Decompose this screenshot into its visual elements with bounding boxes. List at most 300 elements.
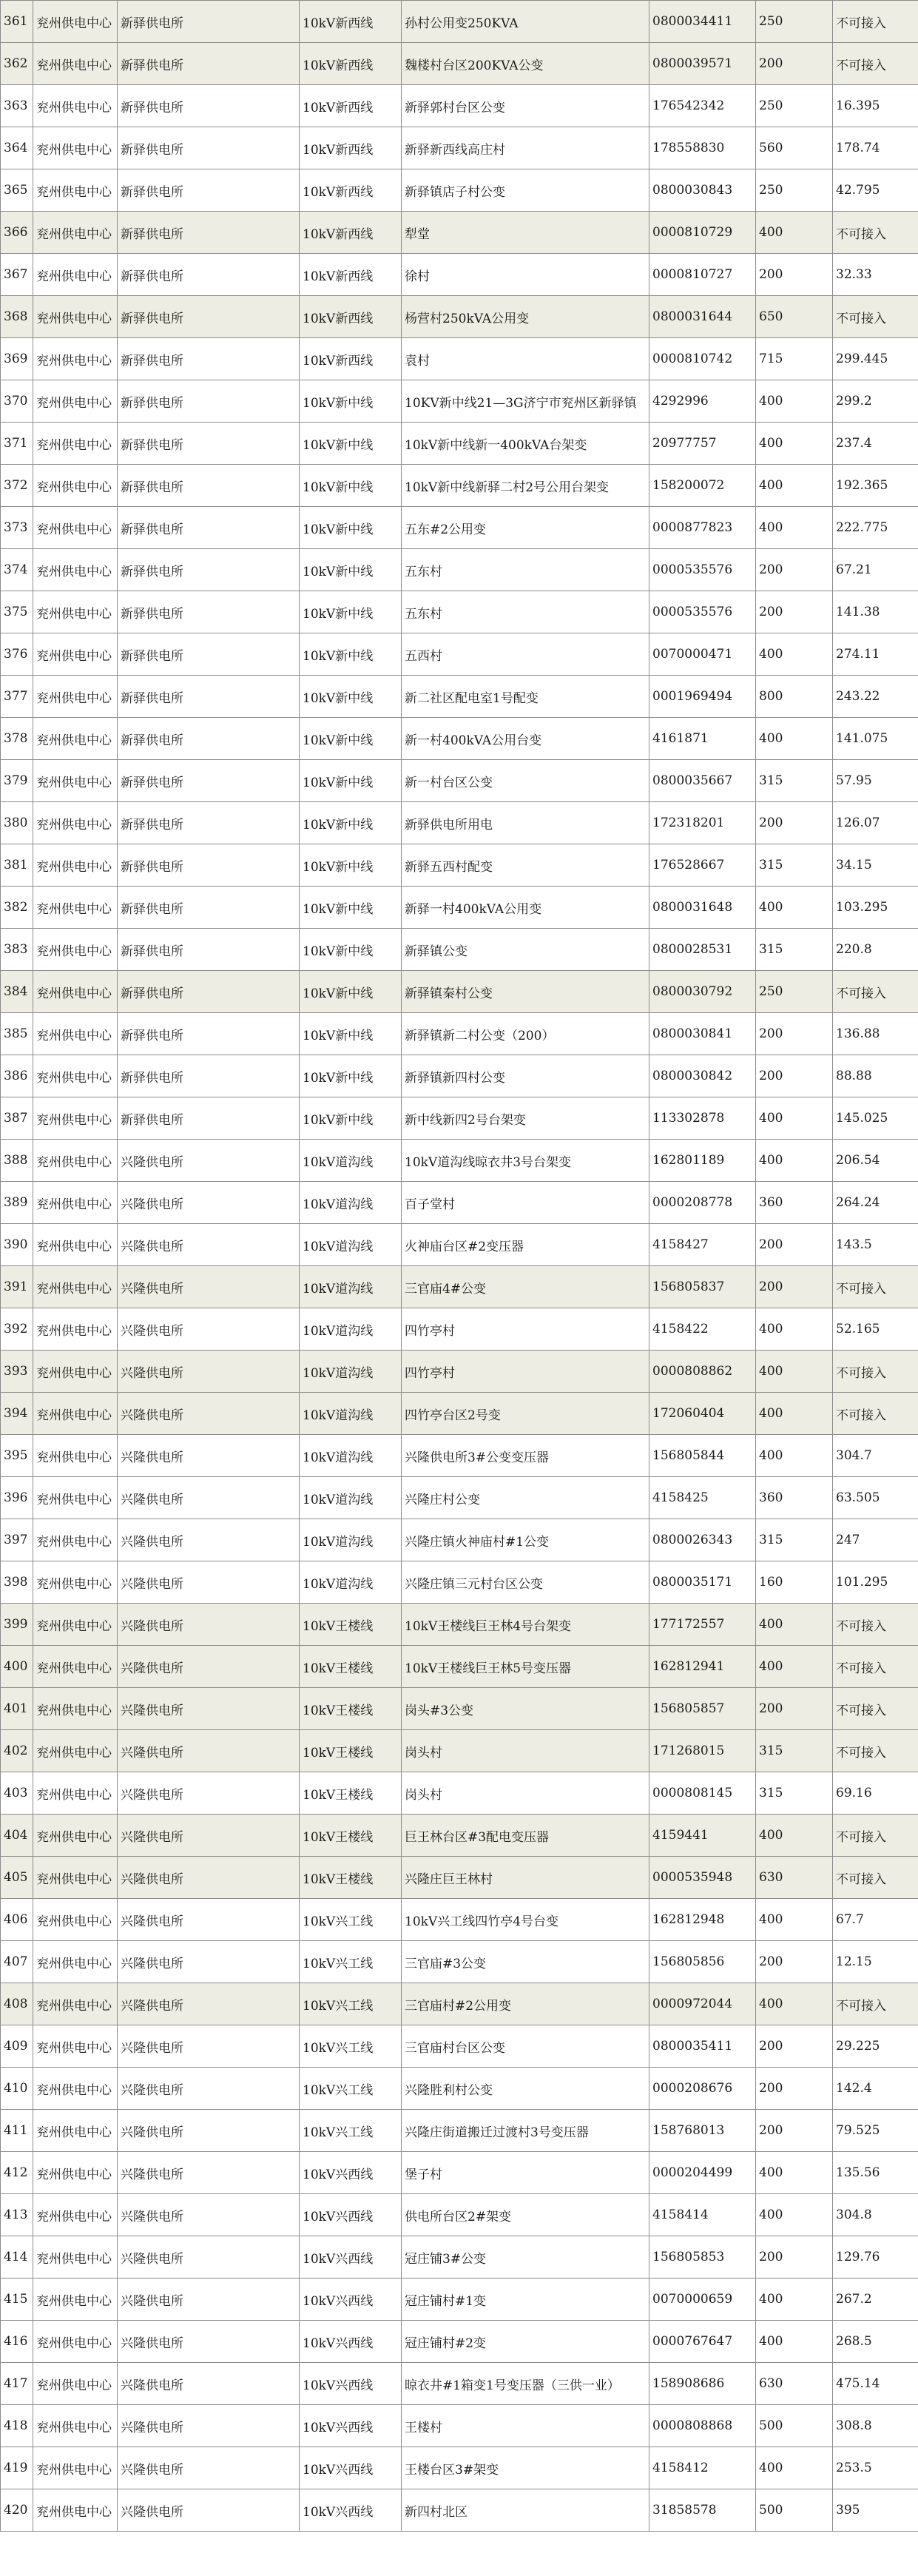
company-cell: 兖州供电中心 bbox=[33, 1688, 118, 1730]
company-cell: 兖州供电中心 bbox=[33, 2405, 118, 2447]
asset-code-cell: 171268015 bbox=[649, 1730, 756, 1772]
table-row bbox=[1, 1772, 918, 1815]
company-cell: 兖州供电中心 bbox=[33, 1013, 118, 1055]
company-cell: 兖州供电中心 bbox=[33, 1857, 118, 1899]
row-number-cell: 406 bbox=[1, 1899, 33, 1941]
station-cell: 兴隆供电所 bbox=[118, 1646, 300, 1688]
capacity-cell: 315 bbox=[756, 1519, 833, 1561]
company-cell: 兖州供电中心 bbox=[33, 1, 118, 43]
line-cell: 10kV兴西线 bbox=[300, 2489, 402, 2532]
available-capacity-cell: 67.7 bbox=[833, 1899, 918, 1941]
capacity-cell: 250 bbox=[756, 85, 833, 127]
row-number-cell: 400 bbox=[1, 1646, 33, 1688]
line-cell: 10kV新中线 bbox=[300, 465, 402, 507]
available-capacity-cell: 136.88 bbox=[833, 1013, 918, 1055]
available-capacity-cell: 不可接入 bbox=[833, 1, 918, 43]
line-cell: 10kV兴工线 bbox=[300, 2025, 402, 2068]
asset-code-cell: 0070000471 bbox=[649, 633, 756, 676]
capacity-cell: 400 bbox=[756, 465, 833, 507]
row-number-cell: 385 bbox=[1, 1013, 33, 1055]
station-cell: 兴隆供电所 bbox=[118, 2068, 300, 2110]
capacity-cell: 400 bbox=[756, 887, 833, 929]
transformer-name-cell: 冠庄铺村#1变 bbox=[402, 2279, 649, 2321]
asset-code-cell: 0800030843 bbox=[649, 169, 756, 212]
available-capacity-cell: 34.15 bbox=[833, 844, 918, 887]
transformer-name-cell: 兴隆供电所3#公变变压器 bbox=[402, 1435, 649, 1477]
capacity-cell: 400 bbox=[756, 1983, 833, 2025]
row-number-cell: 375 bbox=[1, 591, 33, 633]
available-capacity-cell: 268.5 bbox=[833, 2321, 918, 2363]
row-number-cell: 407 bbox=[1, 1941, 33, 1983]
transformer-name-cell: 三官庙#3公变 bbox=[402, 1941, 649, 1983]
asset-code-cell: 4159441 bbox=[649, 1815, 756, 1857]
table-row bbox=[1, 887, 918, 929]
transformer-name-cell: 岗头村 bbox=[402, 1730, 649, 1772]
capacity-cell: 500 bbox=[756, 2405, 833, 2447]
line-cell: 10kV兴工线 bbox=[300, 1899, 402, 1941]
asset-code-cell: 0800030842 bbox=[649, 1055, 756, 1097]
table-row bbox=[1, 2110, 918, 2152]
capacity-cell: 200 bbox=[756, 802, 833, 844]
row-number-cell: 386 bbox=[1, 1055, 33, 1097]
table-row bbox=[1, 1435, 918, 1477]
transformer-name-cell: 新驿供电所用电 bbox=[402, 802, 649, 844]
company-cell: 兖州供电中心 bbox=[33, 1646, 118, 1688]
asset-code-cell: 4158422 bbox=[649, 1308, 756, 1351]
transformer-name-cell: 新驿郭村台区公变 bbox=[402, 85, 649, 127]
company-cell: 兖州供电中心 bbox=[33, 1477, 118, 1519]
row-number-cell: 410 bbox=[1, 2068, 33, 2110]
available-capacity-cell: 220.8 bbox=[833, 929, 918, 971]
row-number-cell: 408 bbox=[1, 1983, 33, 2025]
company-cell: 兖州供电中心 bbox=[33, 1435, 118, 1477]
asset-code-cell: 0000535948 bbox=[649, 1857, 756, 1899]
station-cell: 兴隆供电所 bbox=[118, 2152, 300, 2194]
line-cell: 10kV新中线 bbox=[300, 1055, 402, 1097]
available-capacity-cell: 101.295 bbox=[833, 1561, 918, 1604]
line-cell: 10kV兴西线 bbox=[300, 2152, 402, 2194]
table-row bbox=[1, 1266, 918, 1308]
table-row bbox=[1, 929, 918, 971]
row-number-cell: 390 bbox=[1, 1224, 33, 1266]
company-cell: 兖州供电中心 bbox=[33, 1983, 118, 2025]
line-cell: 10kV兴西线 bbox=[300, 2194, 402, 2236]
table-row bbox=[1, 1519, 918, 1561]
line-cell: 10kV新中线 bbox=[300, 844, 402, 887]
asset-code-cell: 0000877823 bbox=[649, 507, 756, 549]
table-row bbox=[1, 1224, 918, 1266]
line-cell: 10kV王楼线 bbox=[300, 1772, 402, 1815]
station-cell: 兴隆供电所 bbox=[118, 1857, 300, 1899]
company-cell: 兖州供电中心 bbox=[33, 591, 118, 633]
table-row bbox=[1, 2152, 918, 2194]
line-cell: 10kV新中线 bbox=[300, 591, 402, 633]
station-cell: 新驿供电所 bbox=[118, 1055, 300, 1097]
capacity-cell: 400 bbox=[756, 1646, 833, 1688]
available-capacity-cell: 135.56 bbox=[833, 2152, 918, 2194]
line-cell: 10kV新中线 bbox=[300, 887, 402, 929]
transformer-name-cell: 10KV新中线21—3G济宁市兖州区新驿镇 bbox=[402, 380, 649, 423]
asset-code-cell: 0000810727 bbox=[649, 254, 756, 296]
capacity-cell: 400 bbox=[756, 2194, 833, 2236]
row-number-cell: 388 bbox=[1, 1140, 33, 1182]
available-capacity-cell: 304.7 bbox=[833, 1435, 918, 1477]
capacity-cell: 200 bbox=[756, 43, 833, 85]
row-number-cell: 396 bbox=[1, 1477, 33, 1519]
line-cell: 10kV兴西线 bbox=[300, 2447, 402, 2489]
available-capacity-cell: 不可接入 bbox=[833, 1604, 918, 1646]
row-number-cell: 384 bbox=[1, 971, 33, 1013]
company-cell: 兖州供电中心 bbox=[33, 1393, 118, 1435]
transformer-name-cell: 新驿镇公变 bbox=[402, 929, 649, 971]
table-row bbox=[1, 1941, 918, 1983]
row-number-cell: 413 bbox=[1, 2194, 33, 2236]
capacity-cell: 400 bbox=[756, 2279, 833, 2321]
transformer-name-cell: 巨王林台区#3配电变压器 bbox=[402, 1815, 649, 1857]
table-row bbox=[1, 1688, 918, 1730]
station-cell: 新驿供电所 bbox=[118, 887, 300, 929]
row-number-cell: 361 bbox=[1, 1, 33, 43]
transformer-name-cell: 五西村 bbox=[402, 633, 649, 676]
station-cell: 兴隆供电所 bbox=[118, 1688, 300, 1730]
row-number-cell: 372 bbox=[1, 465, 33, 507]
asset-code-cell: 0000808145 bbox=[649, 1772, 756, 1815]
asset-code-cell: 4158425 bbox=[649, 1477, 756, 1519]
row-number-cell: 365 bbox=[1, 169, 33, 212]
capacity-cell: 400 bbox=[756, 633, 833, 676]
available-capacity-cell: 不可接入 bbox=[833, 1857, 918, 1899]
capacity-cell: 315 bbox=[756, 1730, 833, 1772]
table-row bbox=[1, 760, 918, 802]
row-number-cell: 398 bbox=[1, 1561, 33, 1604]
capacity-cell: 630 bbox=[756, 2363, 833, 2405]
table-row bbox=[1, 1561, 918, 1604]
available-capacity-cell: 16.395 bbox=[833, 85, 918, 127]
station-cell: 新驿供电所 bbox=[118, 1013, 300, 1055]
station-cell: 兴隆供电所 bbox=[118, 1519, 300, 1561]
station-cell: 兴隆供电所 bbox=[118, 2447, 300, 2489]
table-row bbox=[1, 2489, 918, 2532]
station-cell: 新驿供电所 bbox=[118, 43, 300, 85]
capacity-cell: 400 bbox=[756, 1097, 833, 1140]
table-row bbox=[1, 1308, 918, 1351]
capacity-cell: 400 bbox=[756, 1899, 833, 1941]
station-cell: 兴隆供电所 bbox=[118, 1604, 300, 1646]
capacity-cell: 200 bbox=[756, 549, 833, 591]
row-number-cell: 379 bbox=[1, 760, 33, 802]
table-row bbox=[1, 2321, 918, 2363]
transformer-name-cell: 杨营村250kVA公用变 bbox=[402, 296, 649, 338]
row-number-cell: 371 bbox=[1, 423, 33, 465]
capacity-cell: 800 bbox=[756, 676, 833, 718]
station-cell: 新驿供电所 bbox=[118, 1, 300, 43]
transformer-name-cell: 新驿一村400kVA公用变 bbox=[402, 887, 649, 929]
company-cell: 兖州供电中心 bbox=[33, 507, 118, 549]
row-number-cell: 387 bbox=[1, 1097, 33, 1140]
row-number-cell: 394 bbox=[1, 1393, 33, 1435]
available-capacity-cell: 不可接入 bbox=[833, 212, 918, 254]
company-cell: 兖州供电中心 bbox=[33, 1730, 118, 1772]
line-cell: 10kV道沟线 bbox=[300, 1308, 402, 1351]
transformer-name-cell: 新驿镇秦村公变 bbox=[402, 971, 649, 1013]
line-cell: 10kV道沟线 bbox=[300, 1224, 402, 1266]
row-number-cell: 415 bbox=[1, 2279, 33, 2321]
station-cell: 兴隆供电所 bbox=[118, 1561, 300, 1604]
row-number-cell: 382 bbox=[1, 887, 33, 929]
asset-code-cell: 172060404 bbox=[649, 1393, 756, 1435]
company-cell: 兖州供电中心 bbox=[33, 718, 118, 760]
transformer-name-cell: 犁堂 bbox=[402, 212, 649, 254]
transformer-name-cell: 徐村 bbox=[402, 254, 649, 296]
asset-code-cell: 4158414 bbox=[649, 2194, 756, 2236]
row-number-cell: 418 bbox=[1, 2405, 33, 2447]
asset-code-cell: 0800035411 bbox=[649, 2025, 756, 2068]
station-cell: 兴隆供电所 bbox=[118, 2363, 300, 2405]
row-number-cell: 378 bbox=[1, 718, 33, 760]
available-capacity-cell: 308.8 bbox=[833, 2405, 918, 2447]
row-number-cell: 401 bbox=[1, 1688, 33, 1730]
transformer-name-cell: 五东村 bbox=[402, 549, 649, 591]
company-cell: 兖州供电中心 bbox=[33, 2447, 118, 2489]
transformer-name-cell: 孙村公用变250KVA bbox=[402, 1, 649, 43]
transformer-name-cell: 百子堂村 bbox=[402, 1182, 649, 1224]
company-cell: 兖州供电中心 bbox=[33, 1182, 118, 1224]
asset-code-cell: 156805853 bbox=[649, 2236, 756, 2279]
station-cell: 新驿供电所 bbox=[118, 1097, 300, 1140]
row-number-cell: 366 bbox=[1, 212, 33, 254]
transformer-name-cell: 10kV兴工线四竹亭4号台变 bbox=[402, 1899, 649, 1941]
company-cell: 兖州供电中心 bbox=[33, 760, 118, 802]
table-row bbox=[1, 633, 918, 676]
row-number-cell: 399 bbox=[1, 1604, 33, 1646]
table-body bbox=[1, 1, 918, 2532]
line-cell: 10kV兴工线 bbox=[300, 1983, 402, 2025]
line-cell: 10kV道沟线 bbox=[300, 1519, 402, 1561]
company-cell: 兖州供电中心 bbox=[33, 1266, 118, 1308]
company-cell: 兖州供电中心 bbox=[33, 1351, 118, 1393]
company-cell: 兖州供电中心 bbox=[33, 1899, 118, 1941]
table-row bbox=[1, 1351, 918, 1393]
row-number-cell: 409 bbox=[1, 2025, 33, 2068]
line-cell: 10kV道沟线 bbox=[300, 1351, 402, 1393]
table-row bbox=[1, 1899, 918, 1941]
table-row bbox=[1, 423, 918, 465]
capacity-cell: 200 bbox=[756, 1055, 833, 1097]
transformer-name-cell: 四竹亭村 bbox=[402, 1351, 649, 1393]
line-cell: 10kV新中线 bbox=[300, 380, 402, 423]
capacity-cell: 200 bbox=[756, 1266, 833, 1308]
asset-code-cell: 0000535576 bbox=[649, 549, 756, 591]
line-cell: 10kV王楼线 bbox=[300, 1815, 402, 1857]
transformer-name-cell: 三官庙4#公变 bbox=[402, 1266, 649, 1308]
row-number-cell: 395 bbox=[1, 1435, 33, 1477]
row-number-cell: 417 bbox=[1, 2363, 33, 2405]
line-cell: 10kV新西线 bbox=[300, 169, 402, 212]
asset-code-cell: 4158427 bbox=[649, 1224, 756, 1266]
capacity-cell: 250 bbox=[756, 971, 833, 1013]
transformer-name-cell: 袁村 bbox=[402, 338, 649, 380]
available-capacity-cell: 79.525 bbox=[833, 2110, 918, 2152]
row-number-cell: 404 bbox=[1, 1815, 33, 1857]
asset-code-cell: 158768013 bbox=[649, 2110, 756, 2152]
station-cell: 兴隆供电所 bbox=[118, 2110, 300, 2152]
capacity-cell: 250 bbox=[756, 1, 833, 43]
capacity-cell: 400 bbox=[756, 423, 833, 465]
station-cell: 兴隆供电所 bbox=[118, 2279, 300, 2321]
station-cell: 兴隆供电所 bbox=[118, 1266, 300, 1308]
line-cell: 10kV道沟线 bbox=[300, 1393, 402, 1435]
available-capacity-cell: 142.4 bbox=[833, 2068, 918, 2110]
line-cell: 10kV新中线 bbox=[300, 676, 402, 718]
table-row bbox=[1, 1815, 918, 1857]
capacity-cell: 400 bbox=[756, 1140, 833, 1182]
company-cell: 兖州供电中心 bbox=[33, 1772, 118, 1815]
available-capacity-cell: 243.22 bbox=[833, 676, 918, 718]
company-cell: 兖州供电中心 bbox=[33, 2025, 118, 2068]
transformer-name-cell: 供电所台区2#架变 bbox=[402, 2194, 649, 2236]
station-cell: 兴隆供电所 bbox=[118, 2405, 300, 2447]
table-row bbox=[1, 1604, 918, 1646]
transformer-name-cell: 堡子村 bbox=[402, 2152, 649, 2194]
line-cell: 10kV兴西线 bbox=[300, 2405, 402, 2447]
capacity-cell: 200 bbox=[756, 1013, 833, 1055]
transformer-name-cell: 岗头村 bbox=[402, 1772, 649, 1815]
capacity-cell: 250 bbox=[756, 169, 833, 212]
asset-code-cell: 0000208778 bbox=[649, 1182, 756, 1224]
line-cell: 10kV新中线 bbox=[300, 1097, 402, 1140]
line-cell: 10kV新中线 bbox=[300, 1013, 402, 1055]
transformer-name-cell: 三官庙村#2公用变 bbox=[402, 1983, 649, 2025]
company-cell: 兖州供电中心 bbox=[33, 1815, 118, 1857]
line-cell: 10kV新中线 bbox=[300, 633, 402, 676]
capacity-cell: 200 bbox=[756, 1224, 833, 1266]
capacity-cell: 630 bbox=[756, 1857, 833, 1899]
transformer-name-cell: 五东#2公用变 bbox=[402, 507, 649, 549]
table-row bbox=[1, 2194, 918, 2236]
capacity-cell: 360 bbox=[756, 1477, 833, 1519]
available-capacity-cell: 52.165 bbox=[833, 1308, 918, 1351]
row-number-cell: 377 bbox=[1, 676, 33, 718]
capacity-cell: 400 bbox=[756, 1308, 833, 1351]
company-cell: 兖州供电中心 bbox=[33, 971, 118, 1013]
line-cell: 10kV新西线 bbox=[300, 1, 402, 43]
available-capacity-cell: 不可接入 bbox=[833, 971, 918, 1013]
line-cell: 10kV兴西线 bbox=[300, 2321, 402, 2363]
table-row bbox=[1, 507, 918, 549]
station-cell: 兴隆供电所 bbox=[118, 2194, 300, 2236]
available-capacity-cell: 69.16 bbox=[833, 1772, 918, 1815]
transformer-name-cell: 新一村台区公变 bbox=[402, 760, 649, 802]
company-cell: 兖州供电中心 bbox=[33, 423, 118, 465]
transformer-name-cell: 三官庙村台区公变 bbox=[402, 2025, 649, 2068]
table-row bbox=[1, 1, 918, 43]
company-cell: 兖州供电中心 bbox=[33, 2321, 118, 2363]
station-cell: 新驿供电所 bbox=[118, 802, 300, 844]
asset-code-cell: 0000810742 bbox=[649, 338, 756, 380]
asset-code-cell: 0800034411 bbox=[649, 1, 756, 43]
company-cell: 兖州供电中心 bbox=[33, 1519, 118, 1561]
line-cell: 10kV新中线 bbox=[300, 971, 402, 1013]
station-cell: 兴隆供电所 bbox=[118, 1308, 300, 1351]
capacity-cell: 200 bbox=[756, 591, 833, 633]
station-cell: 新驿供电所 bbox=[118, 718, 300, 760]
station-cell: 新驿供电所 bbox=[118, 423, 300, 465]
available-capacity-cell: 395 bbox=[833, 2489, 918, 2532]
available-capacity-cell: 126.07 bbox=[833, 802, 918, 844]
table-row bbox=[1, 1013, 918, 1055]
available-capacity-cell: 274.11 bbox=[833, 633, 918, 676]
asset-code-cell: 0800031648 bbox=[649, 887, 756, 929]
asset-code-cell: 31858578 bbox=[649, 2489, 756, 2532]
available-capacity-cell: 不可接入 bbox=[833, 1983, 918, 2025]
company-cell: 兖州供电中心 bbox=[33, 2363, 118, 2405]
capacity-cell: 400 bbox=[756, 2321, 833, 2363]
station-cell: 兴隆供电所 bbox=[118, 1941, 300, 1983]
asset-code-cell: 4158412 bbox=[649, 2447, 756, 2489]
company-cell: 兖州供电中心 bbox=[33, 549, 118, 591]
row-number-cell: 389 bbox=[1, 1182, 33, 1224]
transformer-name-cell: 冠庄铺3#公变 bbox=[402, 2236, 649, 2279]
table-row bbox=[1, 380, 918, 423]
asset-code-cell: 0000535576 bbox=[649, 591, 756, 633]
available-capacity-cell: 不可接入 bbox=[833, 1815, 918, 1857]
station-cell: 新驿供电所 bbox=[118, 929, 300, 971]
company-cell: 兖州供电中心 bbox=[33, 296, 118, 338]
line-cell: 10kV兴西线 bbox=[300, 2279, 402, 2321]
transformer-name-cell: 新驿五西村配变 bbox=[402, 844, 649, 887]
available-capacity-cell: 12.15 bbox=[833, 1941, 918, 1983]
row-number-cell: 380 bbox=[1, 802, 33, 844]
table-row bbox=[1, 1393, 918, 1435]
capacity-cell: 315 bbox=[756, 760, 833, 802]
available-capacity-cell: 不可接入 bbox=[833, 1393, 918, 1435]
transformer-name-cell: 兴隆胜利村公变 bbox=[402, 2068, 649, 2110]
asset-code-cell: 162812948 bbox=[649, 1899, 756, 1941]
table-row bbox=[1, 676, 918, 718]
company-cell: 兖州供电中心 bbox=[33, 844, 118, 887]
line-cell: 10kV新西线 bbox=[300, 296, 402, 338]
station-cell: 新驿供电所 bbox=[118, 169, 300, 212]
transformer-name-cell: 兴隆庄镇火神庙村#1公变 bbox=[402, 1519, 649, 1561]
station-cell: 新驿供电所 bbox=[118, 85, 300, 127]
available-capacity-cell: 29.225 bbox=[833, 2025, 918, 2068]
table-row bbox=[1, 844, 918, 887]
asset-code-cell: 20977757 bbox=[649, 423, 756, 465]
table-row bbox=[1, 549, 918, 591]
transformer-name-cell: 10kV道沟线晾衣井3号台架变 bbox=[402, 1140, 649, 1182]
transformer-name-cell: 新驿镇店子村公变 bbox=[402, 169, 649, 212]
table-row bbox=[1, 43, 918, 85]
available-capacity-cell: 237.4 bbox=[833, 423, 918, 465]
capacity-cell: 315 bbox=[756, 844, 833, 887]
capacity-cell: 360 bbox=[756, 1182, 833, 1224]
company-cell: 兖州供电中心 bbox=[33, 2489, 118, 2532]
row-number-cell: 368 bbox=[1, 296, 33, 338]
table-row bbox=[1, 465, 918, 507]
capacity-cell: 160 bbox=[756, 1561, 833, 1604]
asset-code-cell: 0800035171 bbox=[649, 1561, 756, 1604]
asset-code-cell: 156805837 bbox=[649, 1266, 756, 1308]
row-number-cell: 391 bbox=[1, 1266, 33, 1308]
table-row bbox=[1, 296, 918, 338]
table-row bbox=[1, 169, 918, 212]
table-row bbox=[1, 1097, 918, 1140]
table-row bbox=[1, 591, 918, 633]
line-cell: 10kV兴西线 bbox=[300, 2236, 402, 2279]
table-row bbox=[1, 718, 918, 760]
station-cell: 新驿供电所 bbox=[118, 591, 300, 633]
capacity-cell: 650 bbox=[756, 296, 833, 338]
